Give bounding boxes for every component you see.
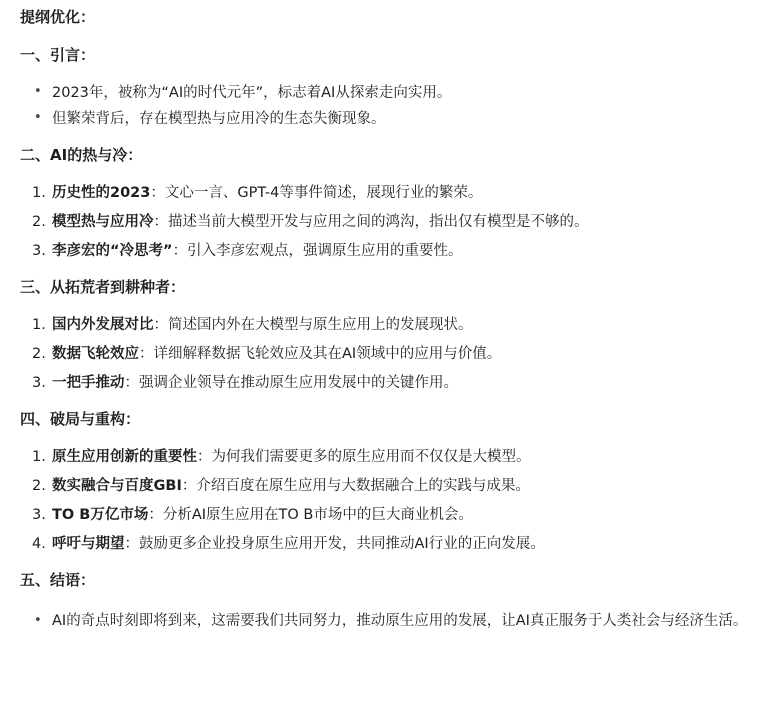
list-item	[20, 184, 760, 204]
list-item	[20, 110, 760, 130]
list-number: 1.	[32, 185, 46, 201]
section-heading-pioneer-to-farmer: 三、从拓荒者到耕种者：	[20, 278, 186, 296]
pioneer-to-farmer-list	[20, 316, 760, 394]
list-number: 1.	[32, 449, 46, 465]
list-item-text: ：详细解释数据飞轮效应及其在AI领域中的应用与价值。	[139, 346, 502, 362]
list-number: 2.	[32, 478, 46, 494]
list-item-term: 一把手推动	[52, 375, 125, 391]
bullet-icon: •	[34, 613, 42, 628]
list-item-term: 原生应用创新的重要性	[52, 449, 197, 465]
list-item-term: 呼吁与期望	[52, 536, 125, 552]
list-item-term: 数实融合与百度GBI	[52, 478, 182, 494]
breakthrough-list	[20, 448, 760, 555]
intro-bullet-list	[20, 84, 760, 130]
list-item	[20, 345, 760, 365]
bullet-icon: •	[34, 84, 42, 99]
list-number: 1.	[32, 317, 46, 333]
list-number: 3.	[32, 243, 46, 259]
list-item-text: ：为何我们需要更多的原生应用而不仅仅是大模型。	[197, 449, 531, 465]
list-item-term: 历史性的2023	[52, 185, 151, 201]
list-item	[20, 477, 760, 497]
ai-hot-cold-list	[20, 184, 760, 262]
list-item	[20, 84, 760, 104]
list-number: 2.	[32, 214, 46, 230]
section-heading-intro: 一、引言：	[20, 46, 96, 64]
section-heading-ai-hot-cold: 二、AI的热与冷：	[20, 146, 143, 164]
list-number: 3.	[32, 375, 46, 391]
list-item	[20, 535, 760, 555]
list-item	[20, 242, 760, 262]
list-item-text: ：介绍百度在原生应用与大数据融合上的实践与成果。	[181, 478, 530, 494]
conclusion-bullet-list	[20, 609, 760, 633]
list-item-text: AI的奇点时刻即将到来，这需要我们共同努力，推动原生应用的发展，让AI真正服务于人类社会与经济生活。	[52, 613, 748, 629]
list-item	[20, 213, 760, 233]
list-item-text: ：分析AI原生应用在TO B市场中的巨大商业机会。	[148, 507, 473, 523]
list-item	[20, 448, 760, 468]
section-heading-conclusion: 五、结语：	[20, 571, 96, 589]
list-item	[20, 374, 760, 394]
list-item-text: ：文心一言、GPT-4等事件简述，展现行业的繁荣。	[150, 185, 483, 201]
list-item-term: 李彦宏的“冷思考”	[52, 243, 173, 259]
list-number: 4.	[32, 536, 46, 552]
list-item-term: 模型热与应用冷	[52, 214, 154, 230]
list-item-term: TO B万亿市场	[52, 507, 149, 523]
list-number: 3.	[32, 507, 46, 523]
list-item-text: ：描述当前大模型开发与应用之间的鸿沟，指出仅有模型是不够的。	[153, 214, 589, 230]
list-item	[20, 506, 760, 526]
list-item-text: ：简述国内外在大模型与原生应用上的发展现状。	[153, 317, 473, 333]
list-number: 2.	[32, 346, 46, 362]
list-item-text: ：强调企业领导在推动原生应用发展中的关键作用。	[124, 375, 458, 391]
list-item-text: ：鼓励更多企业投身原生应用开发，共同推动AI行业的正向发展。	[124, 536, 545, 552]
list-item	[20, 609, 760, 633]
list-item	[20, 316, 760, 336]
list-item-term: 数据飞轮效应	[52, 346, 139, 362]
bullet-icon: •	[34, 110, 42, 125]
list-item-text: 2023年，被称为“AI的时代元年”，标志着AI从探索走向实用。	[52, 85, 452, 101]
list-item-text: ：引入李彦宏观点，强调原生应用的重要性。	[172, 243, 463, 259]
outline-document	[20, 8, 760, 649]
list-item-text: 但繁荣背后，存在模型热与应用冷的生态失衡现象。	[52, 111, 386, 127]
document-title: 提纲优化：	[20, 8, 96, 26]
list-item-term: 国内外发展对比	[52, 317, 154, 333]
section-heading-breakthrough: 四、破局与重构：	[20, 410, 141, 428]
